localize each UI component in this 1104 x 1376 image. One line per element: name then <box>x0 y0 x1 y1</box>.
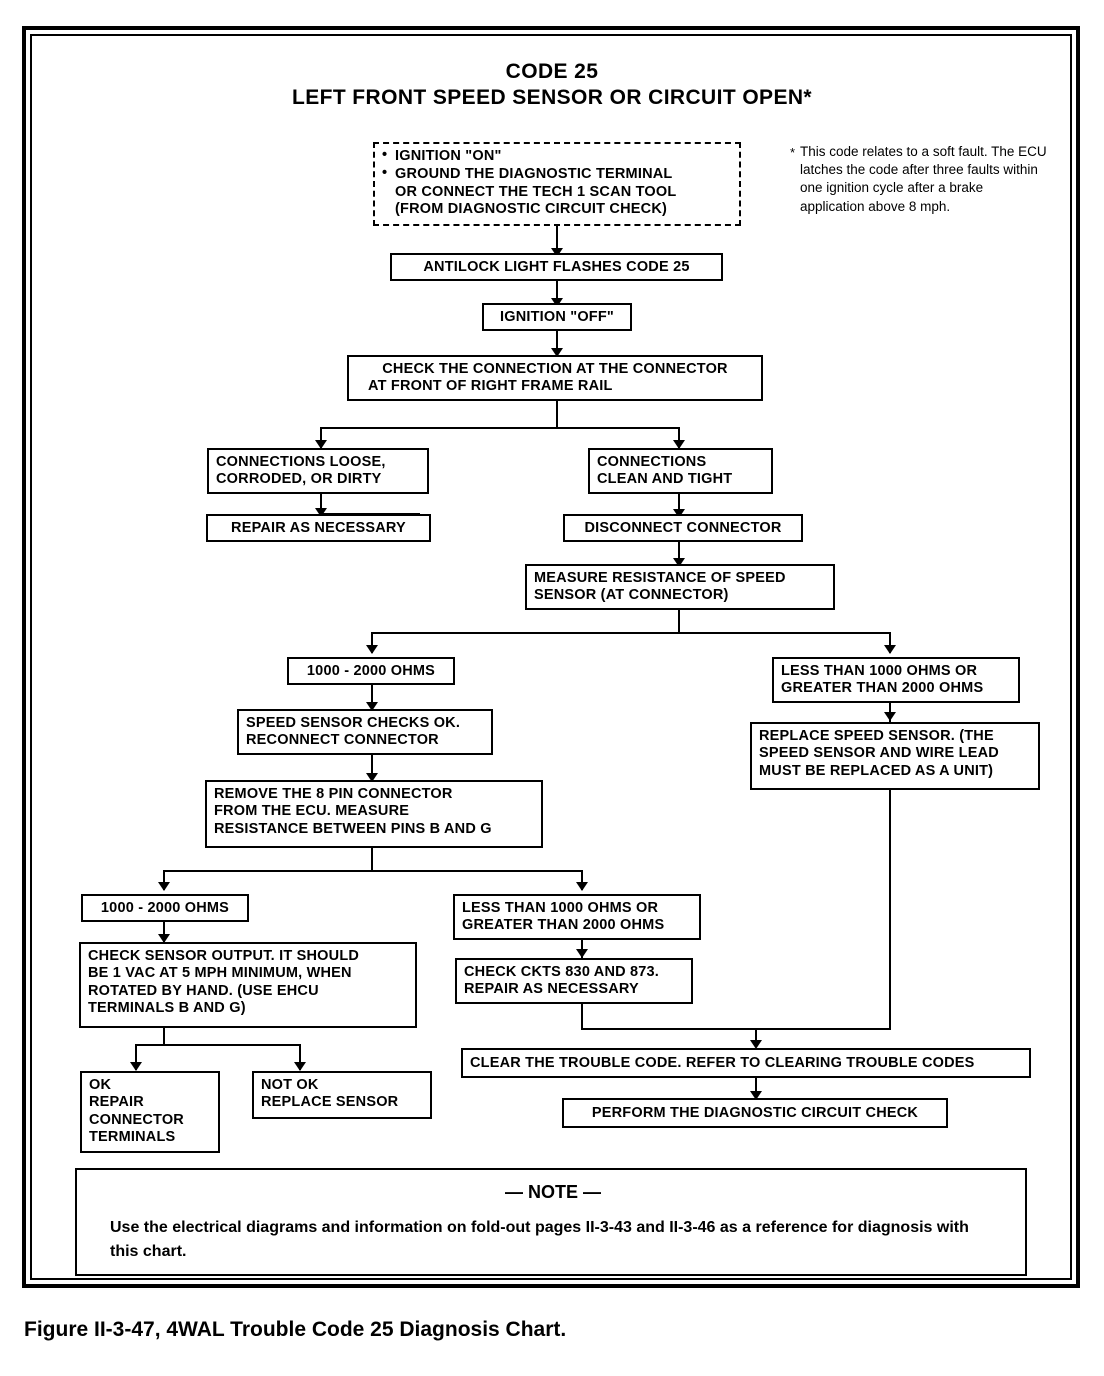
arrow-to-ohms-ok-2 <box>158 882 170 891</box>
node-repair-as-necessary-label: REPAIR AS NECESSARY <box>231 520 406 536</box>
node-check-connection <box>347 355 763 401</box>
node-connections-clean-line1: CONNECTIONS <box>597 454 707 470</box>
arrow-to-ohms-ok-1 <box>366 645 378 654</box>
start-bullet-2 <box>382 166 732 218</box>
connector-remove8pin-split <box>163 870 583 872</box>
node-start <box>373 142 741 226</box>
node-ok-repair-terminals-line3: CONNECTOR <box>89 1111 184 1128</box>
node-speed-sensor-checks-ok <box>237 709 493 755</box>
node-connections-loose <box>207 448 429 494</box>
node-clear-trouble-code-label: CLEAR THE TROUBLE CODE. REFER TO CLEARING TROUBLE CODES <box>470 1055 975 1071</box>
connector-merge-to-clear <box>581 1028 891 1030</box>
start-bullet-2-line1: GROUND THE DIAGNOSTIC TERMINAL <box>395 166 673 183</box>
connector-replace-down <box>889 790 891 1030</box>
footnote-marker: * <box>790 145 796 160</box>
chart-title-line1: CODE 25 <box>505 60 599 83</box>
node-ohms-bad-2 <box>453 894 701 940</box>
node-ok-repair-terminals-line2: REPAIR <box>89 1094 144 1111</box>
node-ignition-off <box>482 303 632 331</box>
arrow-ohmsbad2-to-ckts <box>576 949 588 958</box>
node-measure-resistance-line2: SENSOR (AT CONNECTOR) <box>534 587 729 604</box>
node-replace-speed-sensor-line3: MUST BE REPLACED AS A UNIT) <box>759 762 994 779</box>
node-ohms-ok-1 <box>287 657 455 685</box>
node-perform-diagnostic-check <box>562 1098 948 1128</box>
node-check-sensor-output <box>79 942 417 1028</box>
node-repair-as-necessary <box>206 514 431 542</box>
footnote-text: This code relates to a soft fault. The ECU latches the code after three faults within one ignition cycle after a brake application above 8 mph. <box>800 144 1047 214</box>
node-remove-8-pin-connector <box>205 780 543 848</box>
node-ohms-bad-1-line1: LESS THAN 1000 OHMS OR <box>781 663 978 679</box>
start-bullet-list <box>382 148 732 219</box>
chart-title-line2: LEFT FRONT SPEED SENSOR OR CIRCUIT OPEN* <box>291 86 813 109</box>
node-check-ckts-line2: REPAIR AS NECESSARY <box>464 981 639 998</box>
node-remove-8-pin-connector-line1: REMOVE THE 8 PIN CONNECTOR <box>214 786 453 802</box>
start-bullet-2-line2: OR CONNECT THE TECH 1 SCAN TOOL <box>395 183 677 200</box>
node-antilock-light-flashes <box>390 253 723 281</box>
start-bullet-2-line3: (FROM DIAGNOSTIC CIRCUIT CHECK) <box>395 201 668 218</box>
connector-ckts-down <box>581 1004 583 1030</box>
arrow-to-ohms-bad-2 <box>576 882 588 891</box>
node-clear-trouble-code <box>461 1048 1031 1078</box>
arrow-to-not-ok <box>294 1062 306 1071</box>
arrow-ohmsbad1-to-replace <box>884 712 896 721</box>
footnote <box>790 143 1050 216</box>
node-ignition-off-label: IGNITION "OFF" <box>499 309 614 325</box>
node-replace-speed-sensor-line1: REPLACE SPEED SENSOR. (THE <box>759 728 994 744</box>
connector-remove8pin-down <box>371 848 373 872</box>
node-speed-sensor-checks-ok-line1: SPEED SENSOR CHECKS OK. <box>246 715 461 731</box>
node-not-ok-replace-sensor-line2: REPLACE SENSOR <box>261 1094 399 1111</box>
connector-output-split <box>135 1044 300 1046</box>
node-ohms-ok-2 <box>81 894 249 922</box>
node-check-ckts <box>455 958 693 1004</box>
node-replace-speed-sensor <box>750 722 1040 790</box>
node-ohms-ok-2-label: 1000 - 2000 OHMS <box>100 900 230 916</box>
node-connections-clean-line2: CLEAN AND TIGHT <box>597 471 733 488</box>
node-ok-repair-terminals-line4: TERMINALS <box>89 1129 176 1146</box>
node-check-sensor-output-line4: TERMINALS B AND G) <box>88 1000 246 1017</box>
node-connections-clean <box>588 448 773 494</box>
connector-measure-split <box>371 632 891 634</box>
connector-measure-down <box>678 610 680 634</box>
start-bullet-1: • IGNITION "ON" <box>382 148 732 165</box>
node-measure-resistance-line1: MEASURE RESISTANCE OF SPEED <box>534 570 786 586</box>
node-disconnect-connector-label: DISCONNECT CONNECTOR <box>584 520 782 536</box>
node-connections-loose-line1: CONNECTIONS LOOSE, <box>216 454 386 470</box>
node-not-ok-replace-sensor <box>252 1071 432 1119</box>
node-ohms-bad-2-line2: GREATER THAN 2000 OHMS <box>462 917 665 934</box>
node-measure-resistance <box>525 564 835 610</box>
arrow-to-ok-repair <box>130 1062 142 1071</box>
node-ohms-bad-2-line1: LESS THAN 1000 OHMS OR <box>462 900 659 916</box>
node-ohms-bad-1-line2: GREATER THAN 2000 OHMS <box>781 680 984 697</box>
figure-caption: Figure II-3-47, 4WAL Trouble Code 25 Diagnosis Chart. <box>24 1318 567 1341</box>
node-remove-8-pin-connector-line3: RESISTANCE BETWEEN PINS B AND G <box>214 820 492 837</box>
node-connections-loose-line2: CORRODED, OR DIRTY <box>216 471 382 488</box>
note-heading: — NOTE — <box>504 1182 601 1202</box>
arrow-to-ohms-bad-1 <box>884 645 896 654</box>
note-text: Use the electrical diagrams and information on fold-out pages II-3-43 and II-3-46 as a reference for diagnosis with this chart. <box>110 1219 969 1260</box>
node-check-sensor-output-line1: CHECK SENSOR OUTPUT. IT SHOULD <box>88 948 360 964</box>
node-check-sensor-output-line3: ROTATED BY HAND. (USE EHCU <box>88 982 319 999</box>
connector-checkconn-split <box>320 427 680 429</box>
node-replace-speed-sensor-line2: SPEED SENSOR AND WIRE LEAD <box>759 745 999 762</box>
node-perform-diagnostic-check-label: PERFORM THE DIAGNOSTIC CIRCUIT CHECK <box>591 1105 919 1121</box>
node-ohms-bad-1 <box>772 657 1020 703</box>
node-check-sensor-output-line2: BE 1 VAC AT 5 MPH MINIMUM, WHEN <box>88 965 352 982</box>
node-check-ckts-line1: CHECK CKTS 830 AND 873. <box>464 964 660 980</box>
connector-checkconn-down <box>556 401 558 429</box>
node-check-connection-line1: CHECK THE CONNECTION AT THE CONNECTOR <box>382 361 728 377</box>
node-speed-sensor-checks-ok-line2: RECONNECT CONNECTOR <box>246 732 439 749</box>
node-antilock-light-flashes-label: ANTILOCK LIGHT FLASHES CODE 25 <box>423 259 690 275</box>
note-box <box>75 1168 1027 1276</box>
node-not-ok-replace-sensor-line1: NOT OK <box>261 1077 319 1093</box>
node-check-connection-line2: AT FRONT OF RIGHT FRAME RAIL <box>368 378 613 395</box>
node-remove-8-pin-connector-line2: FROM THE ECU. MEASURE <box>214 803 410 820</box>
node-disconnect-connector <box>563 514 803 542</box>
node-ohms-ok-1-label: 1000 - 2000 OHMS <box>306 663 436 679</box>
node-ok-repair-terminals-line1: OK <box>89 1077 112 1093</box>
node-ok-repair-terminals <box>80 1071 220 1153</box>
